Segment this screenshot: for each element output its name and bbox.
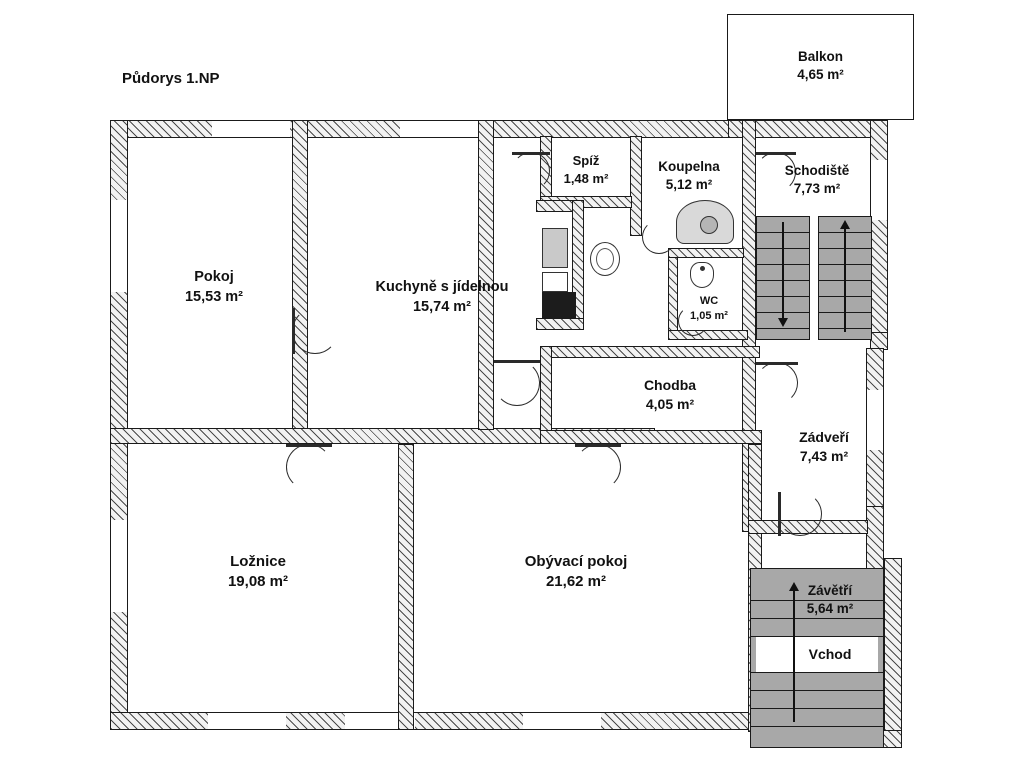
interior-wall-wc-top [668,248,744,258]
room-label-obyvaci: Obývací pokoj 21,62 m² [524,553,628,591]
window-bottom-1 [208,712,286,730]
room-label-koupelna: Koupelna 5,12 m² [658,159,720,193]
interior-wall-loznice-obyvaci [398,444,414,730]
entry-stair-step [750,708,884,709]
door-arc-kuchyne [494,360,540,406]
washbasin-icon [700,216,718,234]
room-label-pokoj: Pokoj 15,53 m² [184,269,244,305]
stair-direction-arrow-down [782,222,784,322]
door-leaf-zadveri [756,362,798,365]
room-label-balkon: Balkon 4,65 m² [797,49,844,83]
exterior-wall-right-upper [870,120,888,350]
window-left-1 [110,200,128,292]
interior-wall-wc-bottom [668,330,748,340]
room-label-vchod: Vchod [808,646,852,662]
door-leaf-entrance [778,492,781,536]
interior-wall-koupelna-schodiste [742,120,756,350]
room-label-spiz: Spíž 1,48 m² [563,153,609,186]
door-leaf-obyvaci [575,444,621,447]
room-label-wc: WC 1,05 m² [690,295,728,322]
interior-wall-wc-left [668,248,678,338]
door-leaf-schodiste [756,152,796,155]
door-arc-obyvaci [575,444,621,490]
door-arc-entrance [778,492,822,536]
door-arc-loznice [286,444,332,490]
interior-wall-chodba-bottom [540,430,762,444]
room-label-chodba: Chodba 4,05 m² [643,377,697,412]
entry-stair-step [750,690,884,691]
page-title: Půdorys 1.NP [122,70,220,87]
kitchen-table-inner-icon [596,248,614,270]
stair-arrow-head-down [778,318,788,327]
stair-step [756,328,810,329]
window-left-2 [110,520,128,612]
door-arc-zadveri [756,362,798,404]
window-bottom-3 [523,712,601,730]
window-top-2 [400,120,478,138]
door-leaf-pokoj [292,308,295,354]
entry-stair-step [750,636,884,637]
window-top-1 [212,120,290,138]
interior-wall-kitchen-nook-bottom [536,318,584,330]
interior-wall-chodba-top [540,346,760,358]
interior-wall-pokoj-kuchyne [292,120,308,444]
interior-wall-kuchyne-right [478,120,494,430]
door-leaf-loznice [286,444,332,447]
room-label-kuchyne: Kuchyně s jídelnou 15,74 m² [375,279,509,315]
entry-stair-step [750,672,884,673]
door-leaf-kuchyne [494,360,540,363]
stair-direction-arrow-up [844,228,846,332]
kitchen-appliance-icon [542,228,568,268]
room-label-zavetri: Závětří 5,64 m² [806,583,854,617]
exterior-wall-bottom [110,712,750,730]
door-arc-koupelna [642,220,676,254]
room-label-schodiste: Schodiště 7,73 m² [784,163,850,197]
entry-stair-step [750,726,884,727]
room-label-loznice: Ložnice 19,08 m² [227,553,289,591]
room-label-zadveri: Zádveří 7,43 m² [799,429,849,464]
interior-wall-chodba-left [540,346,552,442]
stair-arrow-head-up [840,220,850,229]
toilet-detail-icon [700,266,705,271]
